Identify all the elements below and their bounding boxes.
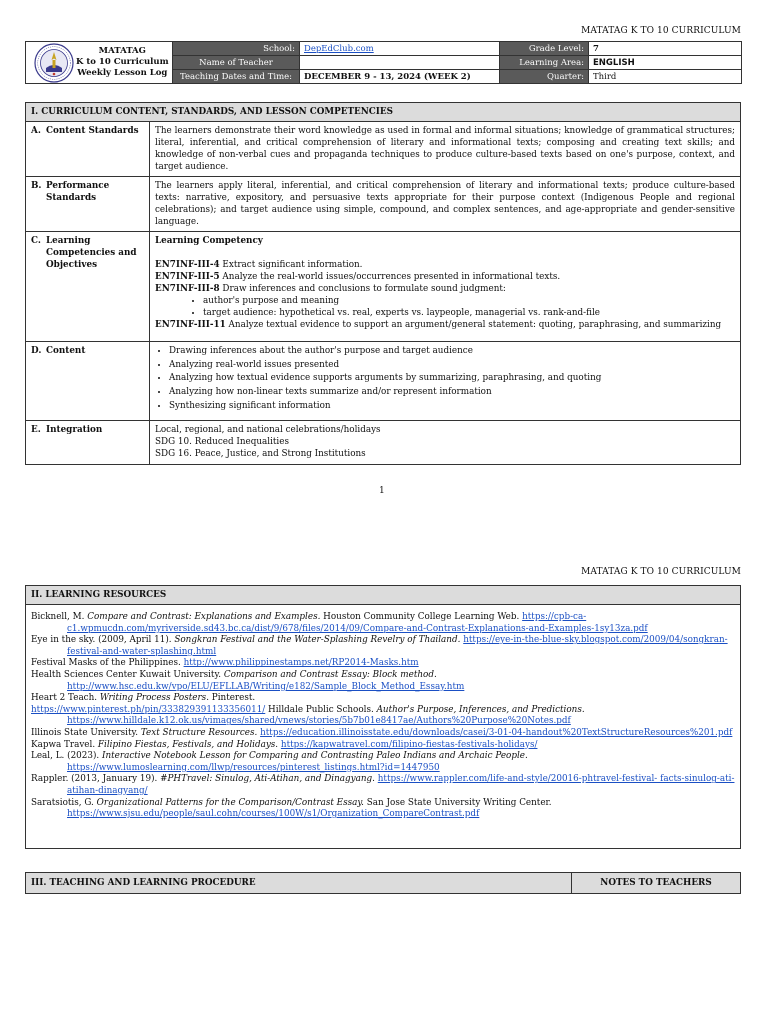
reference-link[interactable]: https://eye-in-the-blue-sky.blogspot.com/2009/04/songkran-festival-and-water-splashing.html: [67, 635, 728, 657]
teaching-procedure-header: [25, 872, 741, 894]
content-list: [155, 345, 735, 412]
list-item: • Synthesizing significant information: [169, 400, 735, 412]
competencies-text: [150, 232, 741, 342]
reference-item: Festival Masks of the Philippines. http://www.philippinestamps.net/RP2014-Masks.htm: [31, 658, 419, 669]
competency-3: EN7INF-III-8 Draw inferences and conclusions to formulate sound judgment:: [155, 284, 506, 294]
school-link[interactable]: DepEdClub.com: [304, 43, 374, 54]
integration-line: SDG 10. Reduced Inequalities: [155, 437, 289, 447]
reference-item: Kapwa Travel. Filipino Fiestas, Festivals, and Holidays. https://kapwatravel.com/filipino-fiestas-festivals-holidays/: [31, 739, 538, 750]
list-item: • target audience: hypothetical vs. real, experts vs. laypeople, managerial vs. rank-and-file: [203, 307, 735, 319]
competencies-label: C. Learning Competencies and Objectives: [26, 232, 150, 342]
seal-line-2: K to 10 Curriculum: [76, 57, 169, 67]
page-number: 1: [379, 486, 385, 496]
seal-line-1: MATATAG: [98, 46, 146, 56]
list-item: • Analyzing how non-linear texts summarize and/or represent information: [169, 386, 735, 398]
integration-line: Local, regional, and national celebrations/holidays: [155, 425, 381, 435]
competency-1: EN7INF-III-4 Extract significant information.: [155, 260, 363, 270]
competency-4: EN7INF-III-11 Analyze textual evidence to support an argument/general statement: quoting, paraphrasing, and summarizing: [155, 320, 722, 330]
content-label: D. Content: [26, 342, 150, 421]
learning-area-label: Learning Area:: [500, 56, 589, 70]
dates-label: Teaching Dates and Time:: [173, 70, 300, 84]
integration-label: E. Integration: [26, 421, 150, 465]
curriculum-label-page-2: MATATAG K TO 10 CURRICULUM: [581, 567, 741, 577]
competency-title: Learning Competency: [155, 236, 263, 246]
learning-resources-box: [25, 585, 741, 849]
reference-item: Saratsiotis, G. Organizational Patterns for the Comparison/Contrast Essay. San Jose State University Writing Center.: [31, 797, 552, 808]
content-standards-label: A. Content Standards: [26, 122, 150, 177]
dates-value: DECEMBER 9 - 13, 2024 (WEEK 2): [300, 70, 500, 84]
reference-link[interactable]: http://www.hsc.edu.kw/vpo/ELU/EFLLAB/Writing/e182/Sample_Block_Method_Essay.htm: [67, 681, 465, 692]
section-1-heading: I. CURRICULUM CONTENT, STANDARDS, AND LESSON COMPETENCIES: [26, 103, 741, 122]
curriculum-content-table: [25, 102, 741, 465]
reference-link[interactable]: https://kapwatravel.com/filipino-fiestas-festivals-holidays/: [280, 739, 538, 750]
reference-link[interactable]: https://www.hilldale.k12.ok.us/vimages/shared/vnews/stories/5b7b01e8417ae/Authors%20Purpose%20Notes.pdf: [67, 716, 571, 727]
integration-line: SDG 16. Peace, Justice, and Strong Institutions: [155, 449, 366, 459]
competency-3-bullets: [155, 295, 735, 319]
grade-level-value: 7: [589, 42, 742, 56]
reference-link[interactable]: https://education.illinoisstate.edu/downloads/casei/3-01-04-handout%20TextStructureResources%201.pdf: [260, 727, 733, 738]
quarter-label: Quarter:: [500, 70, 589, 84]
teacher-label: Name of Teacher: [173, 56, 300, 70]
deped-seal-icon: [34, 43, 74, 83]
learning-resources-heading: II. LEARNING RESOURCES: [26, 586, 740, 605]
reference-item: Leal, L. (2023). Interactive Notebook Lesson for Comparing and Contrasting Paleo Indians and Archaic People.: [31, 751, 528, 762]
reference-item: Illinois State University. Text Structure Resources. https://education.illinoisstate.edu/downloads/casei/3-01-04-handout%20TextStructureResources%201.pdf: [31, 727, 733, 738]
list-item: • author's purpose and meaning: [203, 295, 735, 307]
grade-level-label: Grade Level:: [500, 42, 589, 56]
reference-item: Eye in the sky. (2009, April 11). Songkran Festival and the Water-Splashing Revelry of Thailand. https://eye-in-the-blue-sky.blogspot.com/2009/04/songkran-festival-and-water-splashing.html: [31, 635, 728, 657]
content-text: [150, 342, 741, 421]
quarter-value: Third: [589, 70, 742, 84]
performance-standards-label: B. Performance Standards: [26, 177, 150, 232]
reference-link[interactable]: https://cpb-ca-c1.wpmucdn.com/myriverside.sd43.bc.ca/dist/9/678/files/2014/09/Compare-and-Contrast-Explanations-and-Examples-1sy13za.pdf: [67, 612, 648, 634]
list-item: • Analyzing real-world issues presented: [169, 359, 735, 371]
reference-item: Bicknell, M. Compare and Contrast: Explanations and Examples. Houston Community College Learning Web. https://cpb-ca-c1.wpmucdn.com/myriverside.sd43.bc.ca/dist/9/678/files/2014/09/Compare-and-Contrast-Explanations-and-Examples-1sy13za.pdf: [31, 612, 648, 634]
school-label: School:: [173, 42, 300, 56]
competency-2: EN7INF-III-5 Analyze the real-world issues/occurrences presented in informational texts.: [155, 272, 561, 282]
reference-link[interactable]: https://www.pinterest.ph/pin/333829391133356011/: [31, 704, 266, 715]
performance-standards-text: The learners apply literal, inferential, and critical comprehension of literary and informational texts; produce culture-based texts: narrative, expository, and persuasive texts appropriate for their purpose context (Indigenous People and regional celebrations); and target audience using simple, compound, and complex sentences, and age-appropriate and gender-sensitive language.: [150, 177, 741, 232]
reference-item: Rappler. (2013, January 19). #PHTravel: Sinulog, Ati-Atihan, and Dinagyang. https://www.rappler.com/life-and-style/20016-phtravel-festival- facts-sinulog-ati-atihan-dinagyang/: [31, 774, 735, 796]
curriculum-label: MATATAG K TO 10 CURRICULUM: [581, 26, 741, 36]
reference-link[interactable]: https://www.sjsu.edu/people/saul.cohn/courses/100W/s1/Organization_CompareContrast.pdf: [67, 809, 480, 820]
reference-item: Health Sciences Center Kuwait University. Comparison and Contrast Essay: Block method.: [31, 669, 437, 680]
content-standards-text: The learners demonstrate their word knowledge as used in formal and informal situations; knowledge of grammatical structures; literal, inferential, and critical comprehension of literary and informational texts; composing and creating text skills; and knowledge of non-verbal cues and propaganda techniques to produce culture-based texts based on one's purpose, context, and target audience.: [150, 122, 741, 177]
seal-cell: [26, 42, 173, 84]
reference-link[interactable]: http://www.philippinestamps.net/RP2014-Masks.htm: [183, 658, 419, 669]
integration-text: [150, 421, 741, 465]
procedure-heading: III. TEACHING AND LEARNING PROCEDURE: [26, 873, 572, 894]
list-item: • Drawing inferences about the author's purpose and target audience: [169, 345, 735, 357]
reference-item: https://www.pinterest.ph/pin/333829391133356011/ Hilldale Public Schools. Author's Purpose, Inferences, and Predictions.: [31, 704, 585, 715]
lesson-log-header: [25, 41, 742, 84]
reference-item: Heart 2 Teach. Writing Process Posters. Pinterest.: [31, 693, 256, 704]
learning-area-value: ENGLISH: [589, 56, 742, 70]
school-value: [300, 42, 500, 56]
teacher-value: [300, 56, 500, 70]
reference-link[interactable]: https://www.lumoslearning.com/llwp/resources/pinterest_listings.html?id=1447950: [67, 762, 440, 773]
seal-line-3: Weekly Lesson Log: [77, 68, 168, 78]
reference-link[interactable]: https://www.rappler.com/life-and-style/20016-phtravel-festival- facts-sinulog-ati-atihan-dinagyang/: [67, 774, 735, 796]
notes-to-teachers-heading: NOTES TO TEACHERS: [572, 873, 741, 894]
list-item: • Analyzing how textual evidence supports arguments by summarizing, paraphrasing, and quoting: [169, 372, 735, 384]
